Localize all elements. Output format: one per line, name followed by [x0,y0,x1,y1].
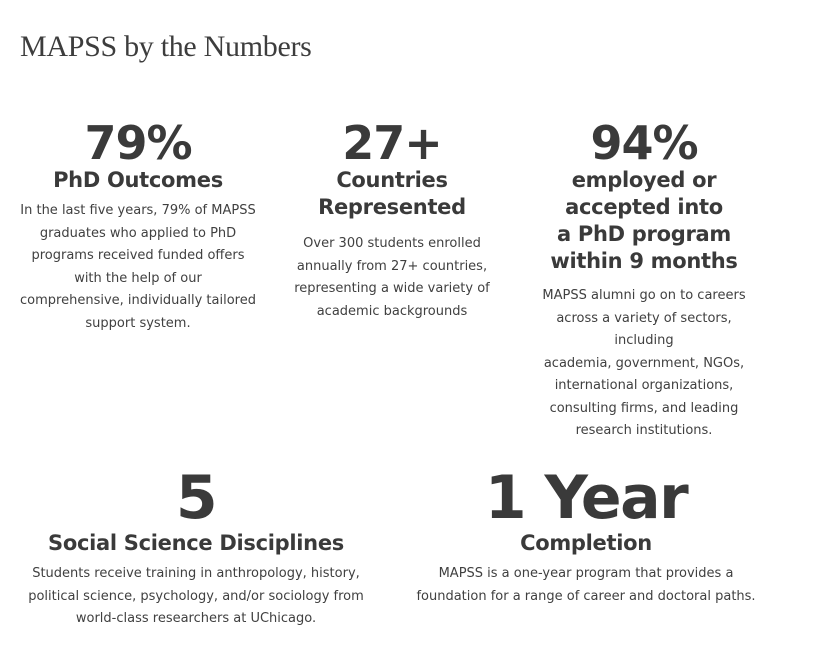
stat-description-line: comprehensive, individually tailored [20,293,256,308]
stat-description [18,200,258,335]
stat-description-line: programs received funded offers [31,248,245,263]
stat-value: 5 [175,463,217,533]
stat-description-line: annually from 27+ countries, [296,258,488,274]
stat-value: 79% [84,116,192,170]
stat-description-line: consulting firms, and leading [549,400,739,416]
stat-employed-or-accepted [522,116,766,443]
stat-description [284,233,500,323]
stat-description-line: international organizations, [554,378,734,393]
stat-label-line: PhD Outcomes [53,168,223,192]
stat-description-line: MAPSS alumni go on to careers [542,288,746,303]
stat-description-line: academic backgrounds [316,303,468,319]
stat-label-line: employed or [571,168,717,192]
stat-label [18,167,258,194]
stat-value: 27+ [342,116,442,170]
stat-description [522,285,766,443]
stat-description-line: research institutions. [575,423,713,438]
stat-label [408,530,764,557]
stat-description-line: academia, government, NGOs, [543,355,745,371]
stat-value: 1 Year [484,463,688,533]
stat-label-line: Completion [520,531,652,555]
stat-description [408,563,764,608]
stat-description-line: political science, psychology, and/or sociology from [28,588,364,604]
stat-description-line: graduates who applied to PhD [39,225,237,241]
stat-label-line: accepted into [565,195,723,219]
stat-description-line: across a variety of sectors, including [556,310,732,348]
stat-description-line: world-class researchers at UChicago. [75,611,317,626]
stat-label [16,530,376,557]
stat-label-line: Social Science Disciplines [48,531,344,555]
stat-value: 94% [590,116,698,170]
stat-label-line: Countries [336,168,448,192]
stat-description [16,563,376,631]
stat-label [284,167,500,221]
stat-description-line: Over 300 students enrolled [303,236,481,251]
stat-description-line: representing a wide variety of [294,281,490,296]
stat-one-year-completion [408,463,764,608]
stat-description-line: foundation for a range of career and doctoral paths. [416,588,756,604]
stat-countries-represented [284,116,500,323]
page-title: MAPSS by the Numbers [20,30,312,63]
stat-label-line: a PhD program [557,222,731,246]
stat-description-line: support system. [85,315,191,331]
stat-description-line: with the help of our [74,270,202,286]
stat-social-science-disciplines [16,463,376,631]
stat-label [522,167,766,275]
stat-label-line: Represented [318,195,466,219]
stat-label-line: within 9 months [550,249,738,273]
stat-description-line: MAPSS is a one-year program that provides a [438,566,734,581]
stat-phd-outcomes [18,116,258,335]
stat-description-line: In the last five years, 79% of MAPSS [20,203,256,218]
stat-description-line: Students receive training in anthropology, history, [32,566,360,581]
